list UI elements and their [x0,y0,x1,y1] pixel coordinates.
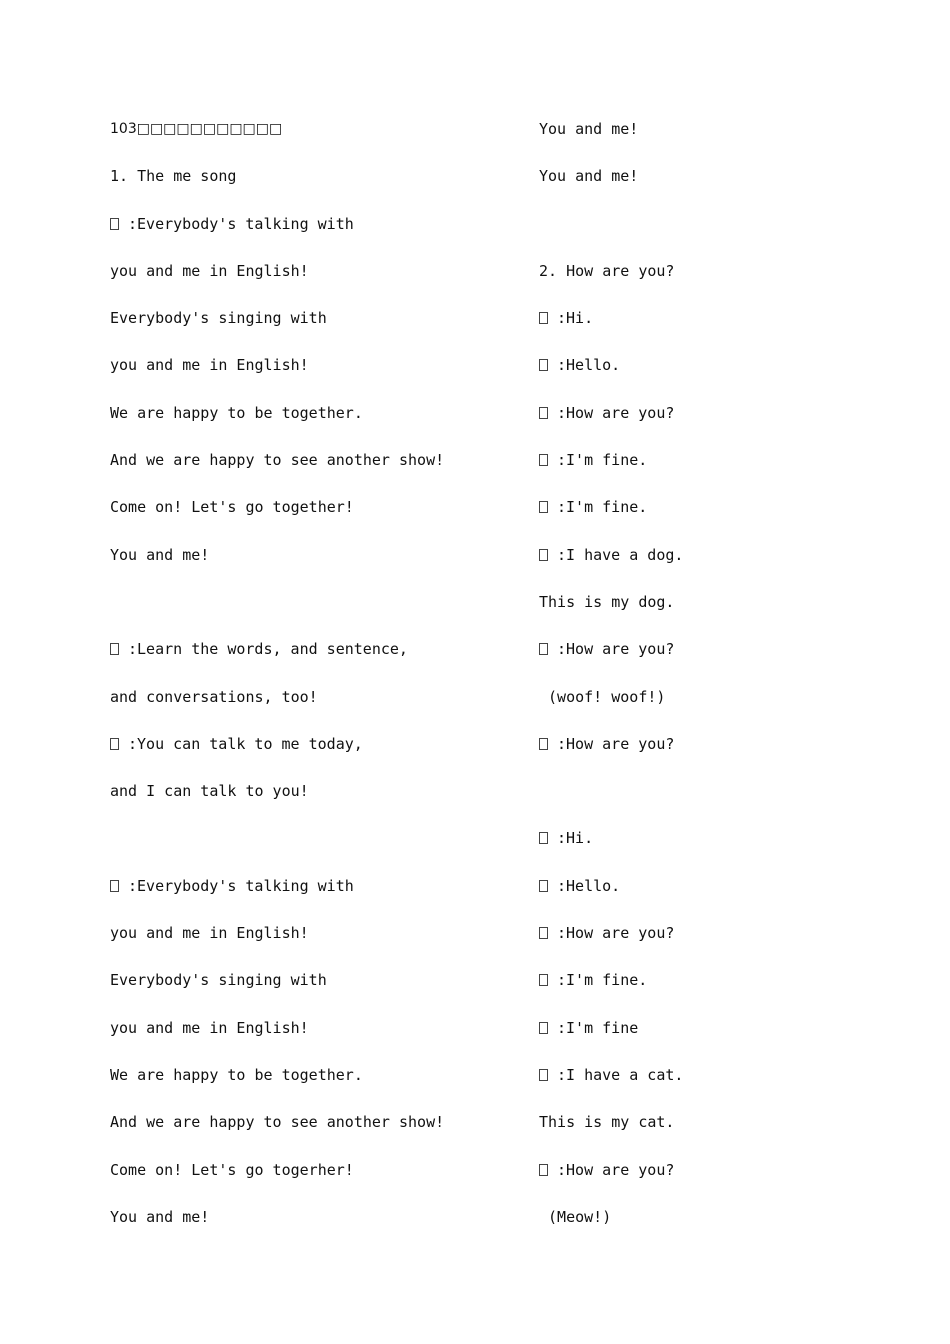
speaker-marker-icon [539,454,548,466]
text-line: you and me in English! [110,924,309,943]
speaker-marker-icon [539,501,548,513]
line-text: :How are you? [557,640,675,659]
line-text: :How are you? [557,924,675,943]
text-line: And we are happy to see another show! [110,451,445,470]
speaker-marker-icon [539,312,548,324]
speaker-marker-icon [110,880,119,892]
line-text: :I'm fine. [557,451,648,470]
text-line: 1. The me song [110,167,237,186]
text-line: This is my cat. [539,1113,675,1132]
left-column [110,120,510,1255]
speaker-line [539,404,879,451]
speaker-marker-icon [539,407,548,419]
text-line: Come on! Let's go togerher! [110,1160,354,1179]
blank-line [110,829,510,876]
line-text: :I have a dog. [557,545,684,564]
line-text: :I'm fine. [557,498,648,517]
speaker-line [539,498,879,545]
speaker-line [539,451,879,498]
speaker-line [539,877,879,924]
right-column [539,120,879,1255]
line-text: :How are you? [557,403,675,422]
speaker-line [539,735,879,782]
speaker-marker-icon [539,1164,548,1176]
speaker-line [539,546,879,593]
speaker-marker-icon [539,927,548,939]
line-text: :I'm fine. [557,971,648,990]
text-line: (Meow!) [539,1207,612,1226]
text-line: Come on! Let's go together! [110,498,354,517]
blank-line [539,215,879,262]
speaker-line [110,735,510,782]
speaker-line [539,924,879,971]
speaker-line [539,1019,879,1066]
speaker-line [539,309,879,356]
speaker-line [110,215,510,262]
blank-line [539,782,879,829]
speaker-marker-icon [539,1069,548,1081]
line-text: :I'm fine [557,1018,639,1037]
line-text: :Hi. [557,829,594,848]
line-text: :How are you? [557,734,675,753]
speaker-marker-icon [539,549,548,561]
line-text: :How are you? [557,1160,675,1179]
speaker-marker-icon [110,643,119,655]
text-line: Everybody's singing with [110,309,327,328]
speaker-marker-icon [539,880,548,892]
line-text: :Hello. [557,876,621,895]
line-text: :Everybody's talking with [128,876,354,895]
text-line: You and me! [539,120,639,138]
text-line: and conversations, too! [110,687,318,706]
text-line: and I can talk to you! [110,782,309,801]
speaker-marker-icon [110,738,119,750]
document-title: 103□□□□□□□□□□□ [110,121,283,137]
text-line: you and me in English! [110,356,309,375]
text-line: you and me in English! [110,261,309,280]
line-text: :Everybody's talking with [128,214,354,233]
speaker-marker-icon [539,974,548,986]
line-text: :I have a cat. [557,1065,684,1084]
speaker-marker-icon [539,832,548,844]
speaker-marker-icon [539,738,548,750]
line-text: :You can talk to me today, [128,734,363,753]
speaker-line [539,829,879,876]
text-line: You and me! [539,167,639,186]
text-line: Everybody's singing with [110,971,327,990]
speaker-line [539,1161,879,1208]
text-line: (woof! woof!) [539,687,666,706]
line-text: :Hello. [557,356,621,375]
speaker-line [539,971,879,1018]
text-line: And we are happy to see another show! [110,1113,445,1132]
speaker-line [539,640,879,687]
line-text: :Learn the words, and sentence, [128,640,408,659]
speaker-line [110,640,510,687]
text-line: 2. How are you? [539,261,675,280]
speaker-line [539,356,879,403]
speaker-marker-icon [539,643,548,655]
text-line: You and me! [110,545,210,564]
text-line: You and me! [110,1207,210,1226]
speaker-marker-icon [539,1022,548,1034]
text-line: We are happy to be together. [110,1065,363,1084]
speaker-line [539,1066,879,1113]
speaker-marker-icon [110,218,119,230]
text-line: you and me in English! [110,1018,309,1037]
text-line: We are happy to be together. [110,403,363,422]
line-text: :Hi. [557,309,594,328]
speaker-marker-icon [539,359,548,371]
speaker-line [110,877,510,924]
text-line: This is my dog. [539,592,675,611]
blank-line [110,593,510,640]
